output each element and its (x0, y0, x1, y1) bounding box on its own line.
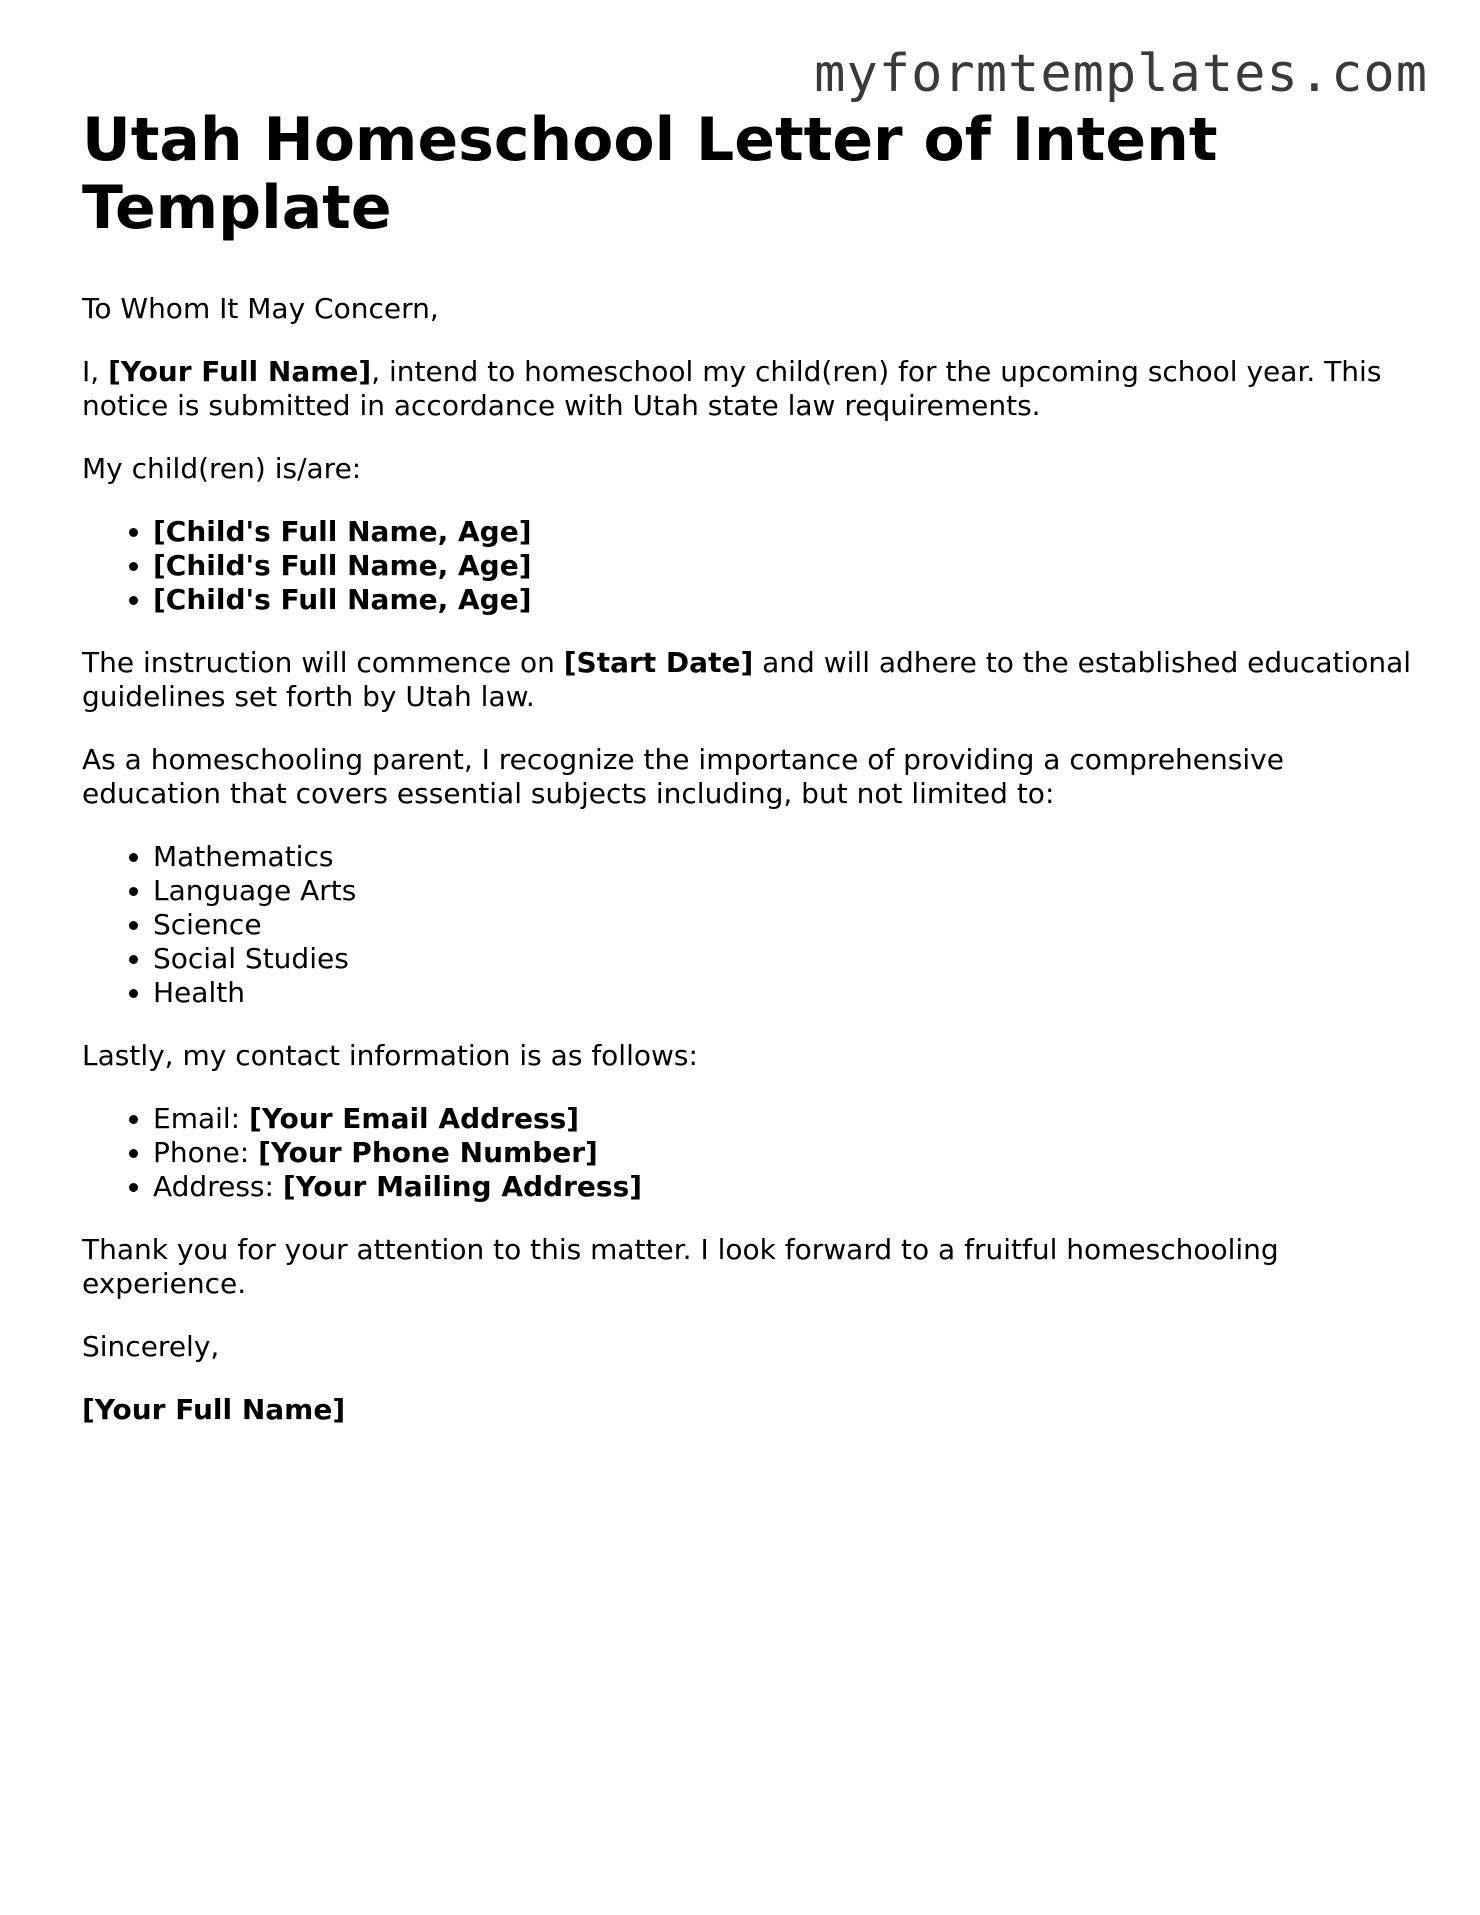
instruction-suffix: and will adhere to the established educational guidelines set forth by Utah law. (82, 646, 1412, 713)
list-item (153, 583, 1422, 617)
instruction-prefix: The instruction will commence on (82, 646, 564, 679)
page-title: Utah Homeschool Letter of Intent Template (82, 105, 1218, 243)
contact-intro: Lastly, my contact information is as follows: (82, 1039, 698, 1072)
contact-label: Phone: (153, 1136, 259, 1169)
letter-body (82, 292, 1422, 1427)
contact-label: Email: (153, 1102, 250, 1135)
signature-placeholder: [Your Full Name] (82, 1393, 346, 1426)
intro-suffix: , intend to homeschool my child(ren) for the upcoming school year. This notice is submitted in accordance with Utah state law requirements. (82, 355, 1382, 422)
child-placeholder: [Child's Full Name, Age] (153, 583, 532, 616)
site-watermark: myformtemplates.com (814, 44, 1428, 104)
children-label: My child(ren) is/are: (82, 452, 362, 485)
list-item: • Health (153, 976, 1422, 1010)
address-placeholder: [Your Mailing Address] (282, 1170, 643, 1203)
contact-item-phone (153, 1136, 1422, 1170)
letter-document (82, 106, 1422, 1456)
email-placeholder: [Your Email Address] (249, 1102, 580, 1135)
signature-name (82, 1393, 1422, 1427)
list-item: • Mathematics (153, 840, 1422, 874)
contact-item-email (153, 1102, 1422, 1136)
phone-placeholder: [Your Phone Number] (258, 1136, 598, 1169)
list-item (153, 549, 1422, 583)
intro-prefix: I, (82, 355, 109, 388)
start-date-placeholder: [Start Date] (563, 646, 754, 679)
instruction-paragraph (82, 646, 1422, 714)
list-item: • Language Arts (153, 874, 1422, 908)
list-item: • Social Studies (153, 942, 1422, 976)
full-name-placeholder: [Your Full Name] (108, 355, 372, 388)
closing-paragraph: Thank you for your attention to this matter. I look forward to a fruitful homeschooling experience. (82, 1233, 1279, 1300)
contact-item-address (153, 1170, 1422, 1204)
children-list (82, 515, 1422, 617)
child-placeholder: [Child's Full Name, Age] (153, 515, 532, 548)
intro-paragraph (82, 355, 1422, 423)
signoff: Sincerely, (82, 1330, 220, 1363)
list-item: • Science (153, 908, 1422, 942)
subjects-list (82, 840, 1422, 1010)
contact-list (82, 1102, 1422, 1204)
subjects-intro: As a homeschooling parent, I recognize the importance of providing a comprehensive education that covers essential subjects including, but not limited to: (82, 743, 1284, 810)
salutation: To Whom It May Concern, (82, 292, 439, 325)
list-item (153, 515, 1422, 549)
child-placeholder: [Child's Full Name, Age] (153, 549, 532, 582)
contact-label: Address: (153, 1170, 283, 1203)
